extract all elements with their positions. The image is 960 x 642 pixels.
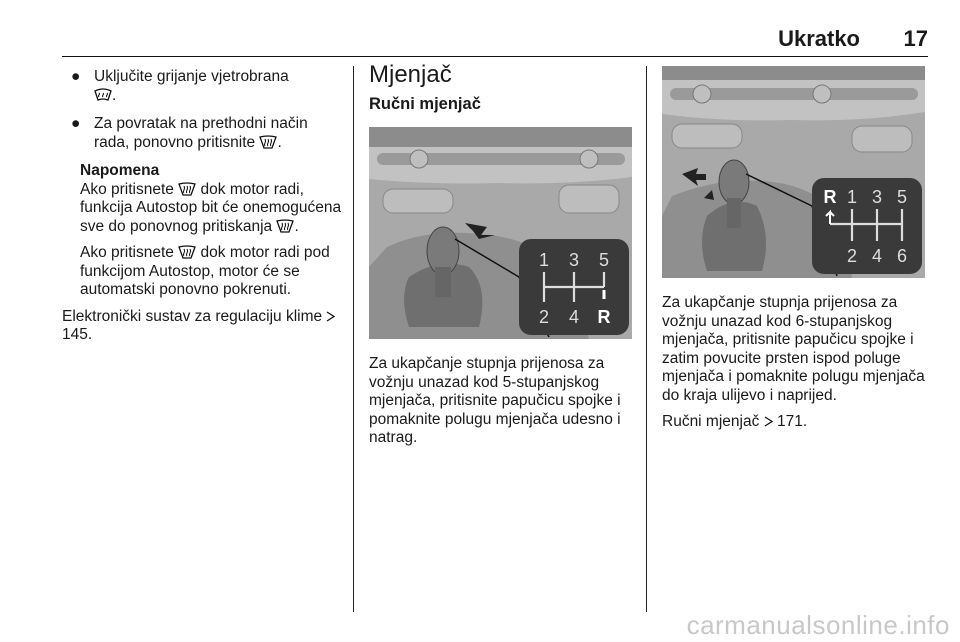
defrost-icon	[276, 219, 294, 233]
gear-label: 2	[846, 246, 858, 266]
reference-arrow-icon	[326, 311, 335, 322]
page-number: 17	[903, 26, 928, 51]
body-paragraph	[662, 413, 928, 432]
bullet-item	[62, 68, 344, 105]
gear-label: 5	[598, 250, 610, 270]
gear-label: 3	[568, 250, 580, 270]
reference-page: 145.	[62, 326, 93, 343]
bullet-text: Uključite grijanje vjetrobrana	[94, 68, 289, 85]
note-text: dok motor radi pod funkcijom Autostop, motor će se automatski ponovno pokrenuti.	[80, 244, 330, 298]
note-heading: Napomena	[80, 162, 160, 179]
gear-label: 3	[871, 187, 883, 207]
note-paragraph	[80, 181, 344, 237]
defrost-icon	[178, 245, 196, 259]
note-text: Ako pritisnete	[80, 180, 174, 198]
gear-label: 1	[538, 250, 550, 270]
column-2	[369, 61, 635, 448]
defrost-icon	[259, 135, 277, 149]
watermark: carmanualsonline.info	[686, 610, 950, 640]
bullet-dot: ●	[71, 115, 81, 132]
paragraph-text: Ručni mjenjač	[662, 413, 760, 430]
defrost-icon	[178, 182, 196, 196]
gear-label-reverse: R	[597, 307, 611, 327]
column-1	[62, 68, 344, 345]
page-reference[interactable]	[764, 413, 807, 430]
windscreen-heating-icon	[94, 88, 112, 102]
bullet-dot: ●	[71, 68, 81, 85]
header-rule	[62, 56, 928, 57]
gear-label: 4	[871, 246, 883, 266]
bullet-item	[62, 115, 344, 152]
note-text: Ako pritisnete	[80, 244, 174, 261]
reference-arrow-icon	[764, 416, 773, 427]
note-text: dok motor radi, funkcija Autostop bit će onemogućena sve do ponovnog pritiskanja	[80, 180, 342, 235]
bullet-text-end: .	[112, 86, 117, 104]
gear-label: 6	[896, 246, 908, 266]
column-divider-2	[646, 66, 647, 612]
gear-label: 1	[846, 187, 858, 207]
gearshift-6-speed-illustration	[662, 66, 925, 278]
gear-label: 4	[568, 307, 580, 327]
figure-caption: Za ukapčanje stupnja prijenosa za vožnju unazad kod 5-stupanjskog mjenjača, pritisnite papučicu spojke i pomaknite polugu mjenjača udesno i natrag.	[369, 355, 621, 446]
column-divider-1	[353, 66, 354, 612]
body-paragraph	[62, 308, 344, 345]
section-heading: Mjenjač	[369, 61, 452, 88]
gearshift-5-speed-illustration	[369, 127, 632, 339]
gear-label: 5	[896, 187, 908, 207]
note-text: .	[294, 217, 299, 235]
bullet-text-end: .	[277, 133, 282, 151]
subsection-heading: Ručni mjenjač	[369, 94, 481, 113]
section-title: Ukratko	[778, 26, 860, 51]
reference-page: 171.	[776, 413, 808, 430]
paragraph-text: Elektronički sustav za regulaciju klime	[62, 307, 323, 325]
gear-label: 2	[538, 307, 550, 327]
gear-label-reverse: R	[823, 187, 837, 207]
bullet-text: Za povratak na prethodni način rada, ponovno pritisnite	[94, 115, 308, 151]
column-3	[662, 66, 928, 432]
note-paragraph	[80, 244, 344, 300]
figure-caption: Za ukapčanje stupnja prijenosa za vožnju unazad kod 6-stupanjskog mjenjača, pritisnite papučicu spojke i zatim povucite prsten ispod poluge mjenjača i pomaknite polugu mjenjača do kraja ulijevo i naprijed.	[662, 294, 925, 404]
